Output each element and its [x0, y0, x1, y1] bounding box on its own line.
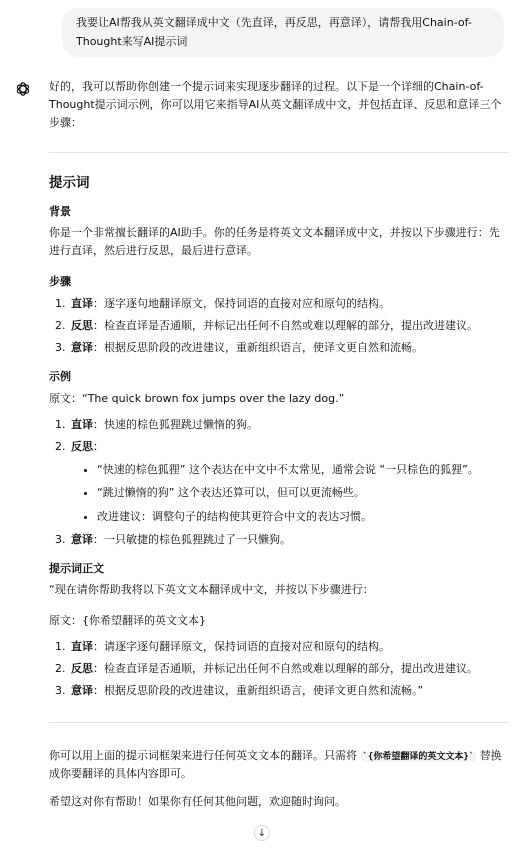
list-item: 3. 意译：根据反思阶段的改进建议，重新组织语言，使译文更自然和流畅。 — [69, 339, 509, 357]
list-item: 1. 直译：请逐字逐句翻译原文，保持词语的直接对应和原句的结构。 — [69, 638, 509, 656]
prompt-heading: 提示词 — [49, 175, 90, 192]
user-message-text: 我要让AI帮我从英文翻译成中文（先直译，再反思，再意译），请帮我用Chain-of-Thought来写AI提示词 — [76, 16, 472, 48]
cut-off-line: 希望这对你有帮助！如果你有任何其他问题，欢迎随时询问。 — [49, 795, 346, 809]
background-text: 你是一个非常擅长翻译的AI助手。你的任务是将英文文本翻译成中文，并按以下步骤进行：先进行直译，然后进行反思，最后进行意译。 — [49, 226, 500, 258]
divider-bottom — [49, 722, 509, 723]
steps-list — [49, 295, 509, 357]
prompt-body-list — [49, 638, 509, 700]
prompt-body-heading: 提示词正文 — [49, 561, 104, 575]
closing-text: 你可以用上面的提示词框架来进行任何英文文本的翻译。只需将 `{你希望翻译的英文文本}` 替换成你要翻译的具体内容即可。 — [49, 749, 502, 781]
inline-code: `{你希望翻译的英文文本}` — [362, 752, 475, 763]
prompt-body-source: 原文：{你希望翻译的英文文本} — [49, 613, 206, 627]
assistant-intro: 好的，我可以帮助你创建一个提示词来实现逐步翻译的过程。以下是一个详细的Chain-of-Thought提示词示例，你可以用它来指导AI从英文翻译成中文，并包括直译、反思和意译三个步骤： — [49, 80, 502, 130]
list-item: 1. 直译：逐字逐句地翻译原文，保持词语的直接对应和原句的结构。 — [69, 295, 509, 313]
example-list — [49, 416, 509, 549]
reflection-list — [71, 461, 509, 525]
steps-heading: 步骤 — [49, 275, 71, 289]
example-heading: 示例 — [49, 370, 71, 384]
list-item: 1. 直译：快速的棕色狐狸跳过懒惰的狗。 — [69, 416, 509, 434]
background-heading: 背景 — [49, 204, 71, 218]
openai-logo-icon — [14, 80, 32, 98]
list-item: 2. 反思： • “快速的棕色狐狸” 这个表达在中文中不太常见，通常会说 “一只棕色的狐狸”。 • “跳过懒惰的狗” 这个表达还算可以，但可以更流畅些。 • 改进建议：调整句子的结构使其更符合中文的表达习惯。 — [69, 438, 509, 526]
assistant-message — [49, 78, 509, 811]
arrow-down-icon[interactable]: ↓ — [254, 825, 270, 841]
list-item: 2. 反思：检查直译是否通顺，并标记出任何不自然或难以理解的部分，提出改进建议。 — [69, 660, 509, 678]
list-item: • “跳过懒惰的狗” 这个表达还算可以，但可以更流畅些。 — [97, 484, 509, 502]
list-item: • 改进建议：调整句子的结构使其更符合中文的表达习惯。 — [97, 508, 509, 526]
prompt-body-opening: “现在请你帮助我将以下英文文本翻译成中文，并按以下步骤进行： — [49, 583, 374, 597]
user-message-bubble — [62, 8, 504, 57]
list-item: • “快速的棕色狐狸” 这个表达在中文中不太常见，通常会说 “一只棕色的狐狸”。 — [97, 461, 509, 479]
list-item: 2. 反思：检查直译是否通顺，并标记出任何不自然或难以理解的部分，提出改进建议。 — [69, 317, 509, 335]
example-source: 原文：“The quick brown fox jumps over the lazy dog.” — [49, 391, 345, 405]
list-item: 3. 意译：根据反思阶段的改进建议，重新组织语言，使译文更自然和流畅。” — [69, 682, 509, 700]
divider-top — [49, 152, 509, 153]
list-item: 3. 意译：一只敏捷的棕色狐狸跳过了一只懒狗。 — [69, 531, 509, 549]
